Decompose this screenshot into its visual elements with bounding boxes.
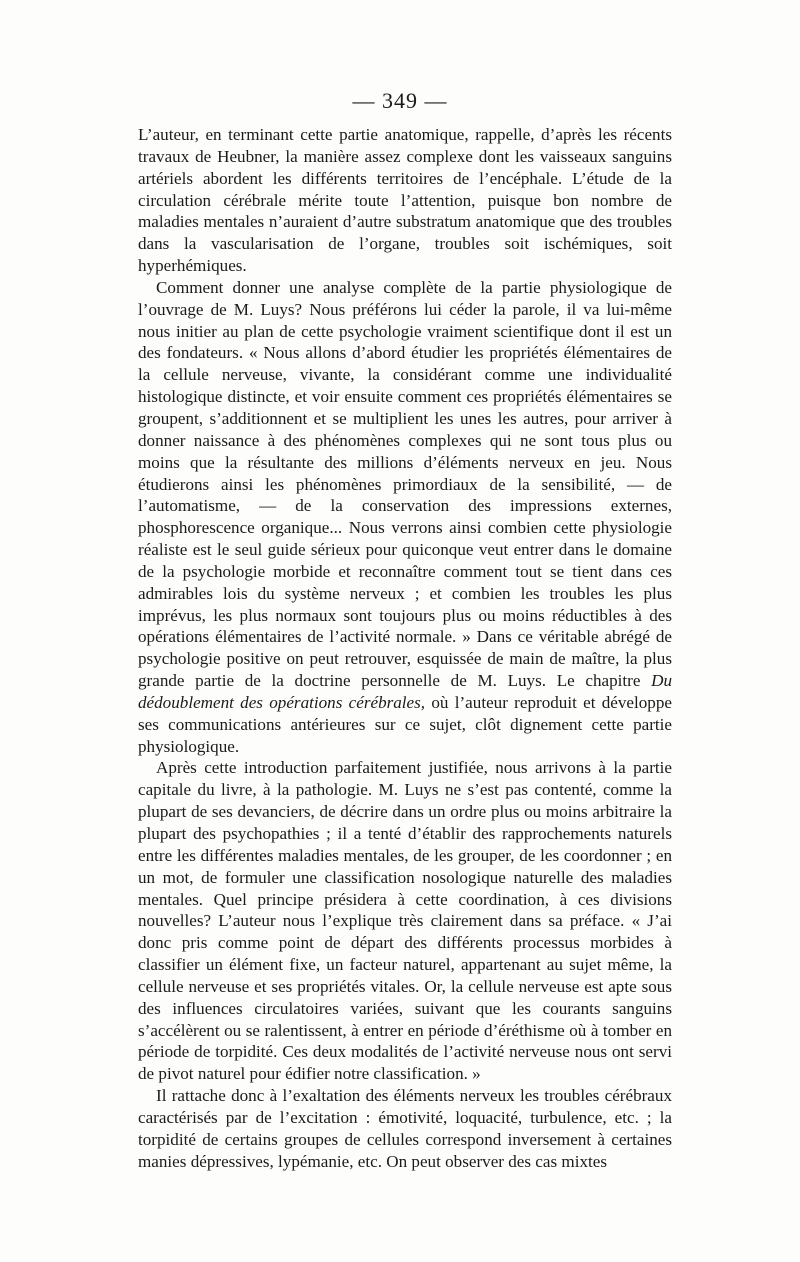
paragraph-pathology (138, 757, 672, 1085)
paragraph-text: Il rattache donc à l’exaltation des éléments nerveux les troubles cérébraux caractérisés par de l’excitation : émotivité, loquacité, turbulence, etc. ; la torpidité de certains groupes de cellules correspond inversement à certaines manies dépressives, lypémanie, etc. On peut observer des cas mixtes (138, 1086, 672, 1171)
page-number: — 349 — (352, 88, 448, 113)
paragraph-text: Après cette introduction parfaitement justifiée, nous arrivons à la partie capitale du livre, à la pathologie. M. Luys ne s’est pas contenté, comme la plupart de ses devanciers, de décrire dans un ordre plus ou moins arbitraire la plupart des psychopathies ; il a tenté d’établir des rapprochements naturels entre les différentes maladies mentales, de les grouper, de les coordonner ; en un mot, de formuler une classification nosologique naturelle des maladies mentales. Quel principe présidera à cette coordination, à ces divisions nouvelles? L’auteur nous l’explique très clairement dans sa préface. « J’ai donc pris comme point de départ des différents processus morbides à classifier un élément fixe, un facteur naturel, appartenant au sujet même, la cellule nerveuse et ses propriétés vitales. Or, la cellule nerveuse est apte sous des influences circulatoires variées, suivant que les courants sanguins s’accélèrent ou se ralentissent, à entrer en période d’éréthisme où à tomber en période de torpidité. Ces deux modalités de l’activité nerveuse nous ont servi de pivot naturel pour édifier notre classification. » (138, 758, 672, 1084)
paragraph-physiology (138, 277, 672, 758)
paragraph-text: L’auteur, en terminant cette partie anatomique, rappelle, d’après les récents travaux de Heubner, la manière assez complexe dont les vaisseaux sanguins artériels abordent les différents territoires de l’encéphale. L’étude de la circulation cérébrale mérite toute l’attention, puisque bon nombre de maladies mentales n’auraient d’autre substratum anatomique que des troubles dans la vascularisation de l’organe, troubles soit ischémiques, soit hyperhémiques. (138, 125, 672, 276)
paragraph-text: Comment donner une analyse complète de la partie physiologique de l’ouvrage de M. Luys? Nous préférons lui céder la parole, il va lui-même nous initier au plan de cette psychologie vraiment scientifique dont il est un des fondateurs. « Nous allons d’abord étudier les propriétés élémentaires de la cellule nerveuse, vivante, la considérant comme une individualité histologique distincte, et voir ensuite comment ces propriétés élémentaires se groupent, s’additionnent et se multiplient les unes les autres, pour arriver à donner naissance à des phénomènes complexes qui ne sont tous plus ou moins que la résultante des millions d’éléments nerveux en jeu. Nous étudierons ainsi les phénomènes primordiaux de la sensibilité, — de l’automatisme, — de la conservation des impressions externes, phosphorescence organique... Nous verrons ainsi combien cette physiologie réaliste est le seul guide sérieux pour quiconque veut entrer dans le domaine de la psychologie morbide et reconnaître comment tout se tient dans ces admirables lois du système nerveux ; et combien les troubles les plus imprévus, les plus normaux sont toujours plus ou moins réductibles à des opérations élémentaires de l’activité normale. » Dans ce véritable abrégé de psychologie positive on peut retrouver, esquissée de main de maître, la plus grande partie de la doctrine personnelle de M. Luys. Le chapitre (138, 277, 672, 691)
paragraph-classification (138, 1085, 672, 1172)
paragraph-text-continued: où l’auteur reproduit et développe ses communications antérieures sur ce sujet, clôt dignement cette partie physiologique. (138, 692, 672, 756)
paragraph-anatomy-summary (138, 124, 672, 277)
chapter-title-italic: Du dédoublement des opérations cérébrales, (138, 671, 672, 712)
body-text (138, 124, 672, 1173)
